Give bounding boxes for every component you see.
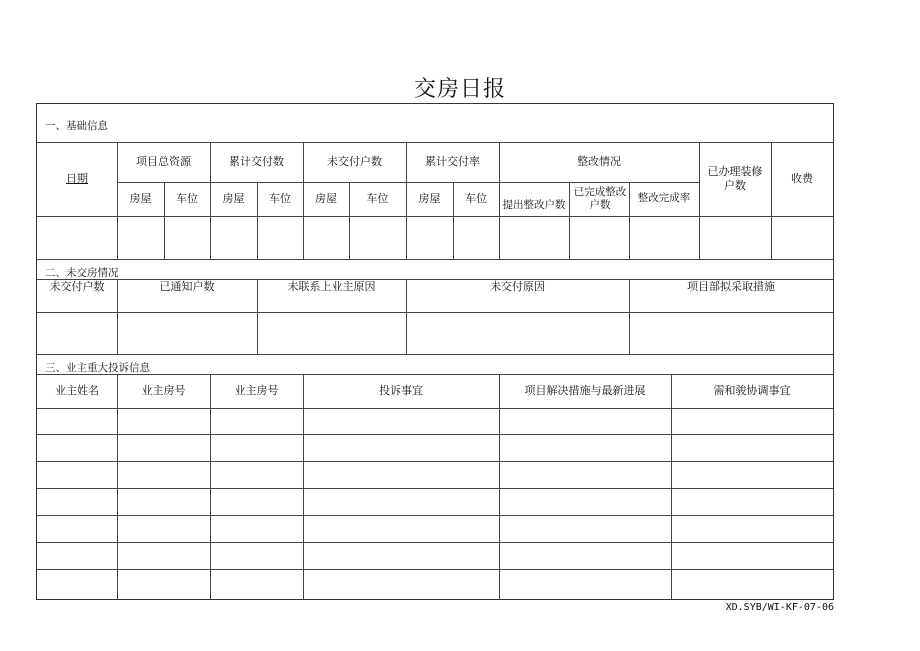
- complaint-header: 投诉事宜: [379, 384, 423, 398]
- room-no-header: 业主房号: [141, 384, 186, 398]
- undelivered-reason-header: 未交付原因: [490, 280, 545, 294]
- total-resources-header: 项目总资源: [136, 155, 191, 169]
- column-divider: [569, 182, 570, 259]
- sub-completed: 已完成整改户数: [573, 185, 627, 211]
- divider: [37, 569, 833, 570]
- sub-house: 房屋: [315, 192, 337, 206]
- divider: [37, 259, 833, 260]
- divider: [37, 216, 833, 217]
- sub-parking: 车位: [176, 192, 198, 206]
- divider: [37, 515, 833, 516]
- rectification-header: 整改情况: [577, 155, 621, 169]
- sub-parking: 车位: [269, 192, 291, 206]
- resolution-header: 项目解决措施与最新进展: [524, 384, 646, 398]
- sub-house: 房屋: [222, 192, 245, 206]
- measures-header: 项目部拟采取措施: [687, 280, 775, 294]
- section2-heading: 二、未交房情况: [45, 267, 119, 279]
- divider: [37, 488, 833, 489]
- divider: [37, 542, 833, 543]
- sub-house: 房屋: [418, 192, 441, 206]
- sub-completion-rate: 整改完成率: [637, 192, 691, 205]
- undelivered-households-header: 未交付户数: [327, 155, 382, 169]
- room-no-header: 业主房号: [234, 384, 279, 398]
- owner-name-header: 业主姓名: [55, 384, 99, 398]
- divider: [37, 312, 833, 313]
- renovation-handled-header: 已办理装修户数: [707, 165, 763, 192]
- coordination-header: 需和骏协调事宜: [713, 384, 791, 398]
- sub-house: 房屋: [129, 192, 152, 206]
- undelivered-header: 未交付户数: [49, 280, 105, 294]
- uncontacted-reason-header: 未联系上业主原因: [287, 280, 376, 294]
- daily-report-form: [36, 103, 834, 600]
- cumulative-delivered-header: 累计交付数: [229, 155, 284, 169]
- fees-header: 收费: [791, 172, 813, 186]
- section3-heading: 三、业主重大投诉信息: [45, 362, 150, 374]
- divider: [37, 434, 833, 435]
- divider: [37, 408, 833, 409]
- page-title: 交房日报: [413, 77, 506, 102]
- sub-parking: 车位: [366, 192, 389, 206]
- divider: [37, 354, 833, 355]
- date-header: 日期: [66, 172, 88, 186]
- delivery-rate-header: 累计交付率: [425, 155, 480, 169]
- document-code: XD.SYB/WI-KF-07-06: [725, 602, 834, 613]
- section1-heading: 一、基础信息: [45, 120, 108, 132]
- sub-proposed: 提出整改户数: [502, 199, 566, 212]
- notified-header: 已通知户数: [159, 280, 215, 294]
- divider: [37, 461, 833, 462]
- sub-parking: 车位: [465, 192, 487, 206]
